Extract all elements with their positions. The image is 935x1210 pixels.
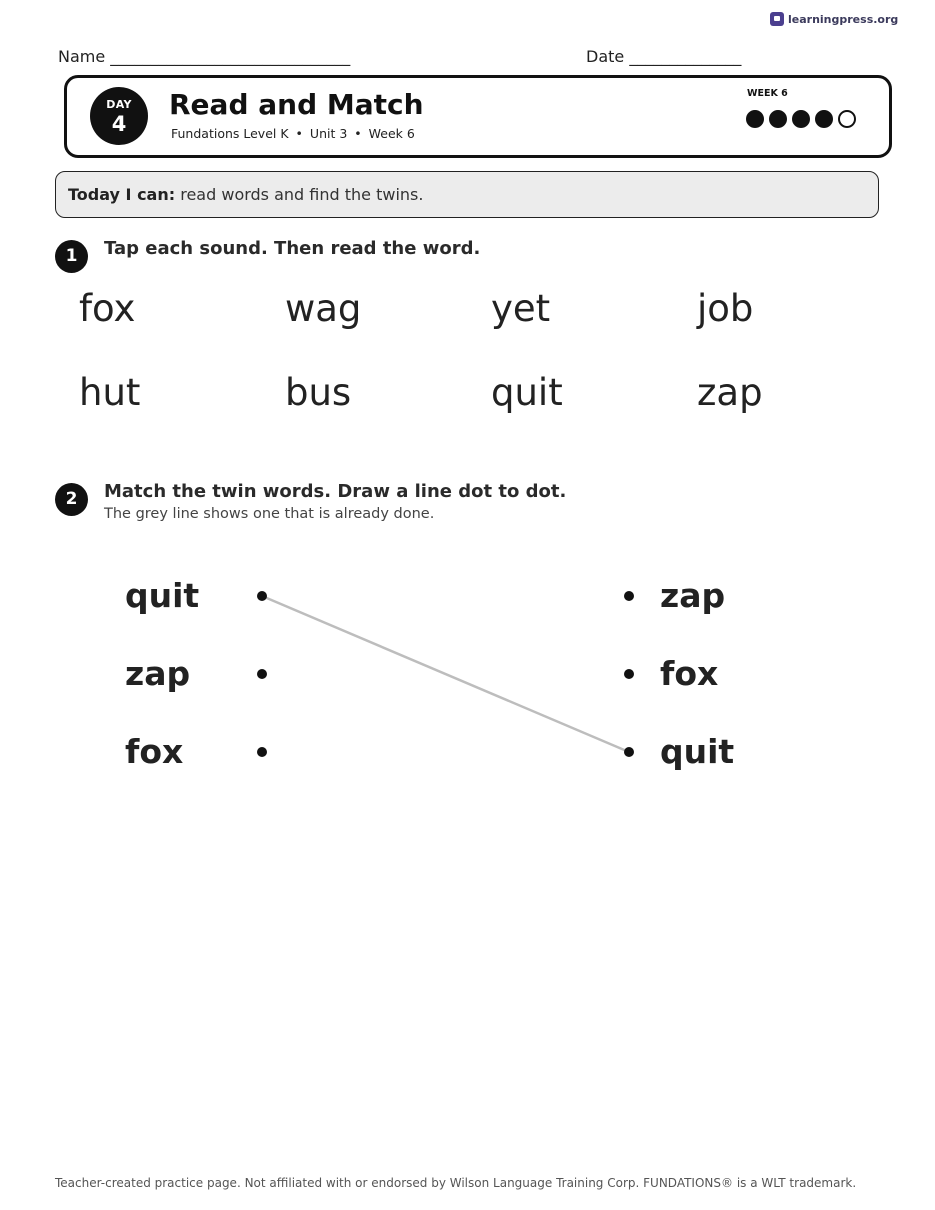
brand-label: learningpress.org <box>788 12 899 26</box>
left-word-1: quit <box>125 576 200 615</box>
right-dot-1[interactable] <box>624 591 634 601</box>
step-number-2: 2 <box>55 483 88 516</box>
progress-dot-filled <box>792 110 810 128</box>
objective-lead: Today I can: <box>68 185 176 204</box>
page-subtitle <box>171 126 415 141</box>
objective-box <box>55 171 879 218</box>
week-tag: WEEK 6 <box>747 88 788 99</box>
subtitle-week: Week 6 <box>368 126 415 141</box>
example-match-line <box>262 596 629 752</box>
progress-dot-filled <box>746 110 764 128</box>
section-1-title: Tap each sound. Then read the word. <box>104 238 481 259</box>
subtitle-level: Fundations Level K <box>171 126 289 141</box>
word-yet: yet <box>491 287 551 330</box>
objective-text <box>68 185 423 204</box>
subtitle-separator: • <box>354 126 362 141</box>
right-dot-3[interactable] <box>624 747 634 757</box>
word-zap: zap <box>697 371 763 414</box>
step-number-1: 1 <box>55 240 88 273</box>
subtitle-unit: Unit 3 <box>309 126 348 141</box>
word-quit: quit <box>491 371 563 414</box>
right-word-3: quit <box>660 732 735 771</box>
day-label: DAY <box>106 98 132 111</box>
book-icon <box>770 12 784 26</box>
section-2-title: Match the twin words. Draw a line dot to dot. <box>104 481 567 502</box>
left-dot-3[interactable] <box>257 747 267 757</box>
right-dot-2[interactable] <box>624 669 634 679</box>
name-field[interactable]: Name ______________________________ <box>58 47 351 66</box>
progress-dot-filled <box>815 110 833 128</box>
word-job: job <box>697 287 754 330</box>
word-wag: wag <box>285 287 362 330</box>
subtitle-separator: • <box>295 126 303 141</box>
footer-note: Teacher-created practice page. Not affiliated with or endorsed by Wilson Language Training Corp. FUNDATIONS® is a WLT trademark. <box>55 1176 857 1190</box>
right-word-2: fox <box>660 654 719 693</box>
day-badge <box>90 87 148 145</box>
brand-logo[interactable] <box>770 12 898 26</box>
word-hut: hut <box>79 371 141 414</box>
day-number: 4 <box>111 112 127 136</box>
right-word-1: zap <box>660 576 726 615</box>
section-2-subtitle: The grey line shows one that is already done. <box>104 506 435 522</box>
progress-dot-empty <box>838 110 856 128</box>
progress-dot-filled <box>769 110 787 128</box>
page-title: Read and Match <box>169 88 424 121</box>
left-word-2: zap <box>125 654 191 693</box>
week-progress <box>746 110 856 128</box>
left-dot-1[interactable] <box>257 591 267 601</box>
left-word-3: fox <box>125 732 184 771</box>
word-fox: fox <box>79 287 136 330</box>
word-bus: bus <box>285 371 352 414</box>
date-field[interactable]: Date ______________ <box>586 47 742 66</box>
objective-body: read words and find the twins. <box>180 185 424 204</box>
left-dot-2[interactable] <box>257 669 267 679</box>
